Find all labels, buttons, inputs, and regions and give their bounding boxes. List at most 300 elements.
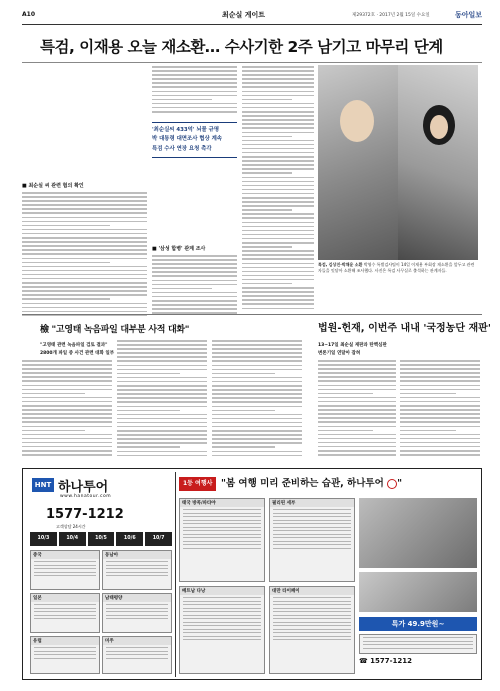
date-chip: 10/4 [59,532,86,546]
text-line [152,263,237,265]
text-line [22,421,112,423]
photo-caption-body: 박영수 특별검사팀이 14일 이재용 부회장 재소환을 앞두고 관련자들을 잇달아 소환해 조사했다. 사진은 특검 사무실로 출석하는 관계자들. [318,262,475,273]
text-line [400,397,480,399]
text-line [318,413,396,415]
text-line [152,259,237,261]
brand-logo-icon: HNT [32,478,54,492]
tour-box: 동남아 [102,550,172,590]
text-line [242,250,314,252]
text-line [400,430,456,432]
text-line [242,189,314,191]
ad-photo-2 [359,572,477,612]
text-line [400,368,480,370]
story-column-1 [22,66,147,316]
pull-quote [152,118,237,162]
text-line [212,426,302,428]
date-chip: 10/5 [88,532,115,546]
story2-subhead-2: 2800개 파일 중 사건 관련 대화 일부 [40,351,115,356]
text-line [22,298,110,300]
text-line [242,82,314,84]
text-line [242,299,314,301]
text-line [400,372,480,374]
ad-main-panel [179,472,479,677]
text-line [318,409,396,411]
text-line [212,422,302,424]
package-box: 대만 타이페이 [269,586,355,674]
text-line [242,213,314,215]
text-line [242,209,292,211]
text-line [400,421,480,423]
text-line [242,230,314,232]
text-line [117,410,180,412]
text-line [22,430,85,432]
story3-subhead-2: 변론기일 연달아 잡혀 [318,351,361,356]
text-line [152,296,237,298]
text-line [242,152,314,154]
text-line [22,360,112,362]
text-line [400,401,480,403]
text-line [22,258,147,260]
date-chip: 10/6 [116,532,143,546]
text-line [22,303,147,305]
text-line [152,74,237,76]
text-line [400,360,480,362]
text-line [212,401,302,403]
text-line [318,393,373,395]
text-line [22,413,112,415]
text-line [242,95,314,97]
text-line [22,200,147,202]
text-line [318,454,396,456]
header-rule [22,24,482,25]
text-line [22,196,147,198]
text-line [242,172,292,174]
text-line [242,115,314,117]
text-line [318,368,396,370]
text-line [22,426,112,428]
pull-quote-line-2: 박 대통령 대면조사 협상 계속 [152,136,222,143]
text-line [22,311,147,313]
text-line [152,70,237,72]
tour-box: 남태평양 [102,593,172,633]
text-line [242,287,314,289]
text-line [242,144,314,146]
text-line [22,401,112,403]
text-line [22,438,112,440]
section-title: 최순실 게이트 [222,11,266,19]
text-line [117,373,180,375]
pull-quote-line-3: 특검 수사 연장 요청 촉각 [152,145,212,152]
text-line [152,82,237,84]
text-line [400,385,480,387]
text-line [318,385,396,387]
ad-slogan [221,475,402,489]
story2-headline: 檢 "고영태 녹음파일 대부분 사적 대화" [40,325,190,335]
ad-brand-name: 하나투어 [58,480,109,495]
text-line [117,401,207,403]
text-line [152,107,237,109]
text-line [22,290,147,292]
photo-caption [318,262,478,274]
story2-column-2 [117,340,207,460]
text-line [212,397,302,399]
text-line [318,397,396,399]
text-line [117,455,207,457]
text-line [22,417,112,419]
text-line [242,177,314,179]
text-line [242,295,314,297]
text-line [242,132,314,134]
text-line [22,385,112,387]
text-line [242,234,314,236]
text-line [400,413,480,415]
text-line [242,168,314,170]
story-subhead: ■ 최순실 씨 관련 혐의 확인 [22,183,84,189]
story2-column-1 [22,360,112,460]
text-line [242,283,292,285]
text-line [22,278,147,280]
text-line [212,406,302,408]
text-line [22,221,147,223]
text-line [212,381,302,383]
text-line [22,245,147,247]
text-line [212,373,275,375]
text-line [117,426,207,428]
text-line [152,280,237,282]
text-line [22,237,147,239]
text-line [212,410,275,412]
text-line [22,442,112,444]
text-line [22,208,147,210]
text-line [242,119,314,121]
photo-left [318,65,398,260]
text-line [242,136,292,138]
text-line [212,418,302,420]
text-line [242,107,314,109]
text-line [212,430,302,432]
text-line [152,95,237,97]
text-line [242,201,314,203]
text-line [22,372,112,374]
text-line [152,66,237,68]
text-line [117,381,207,383]
text-line [117,365,207,367]
text-line [400,426,480,428]
text-line [22,368,112,370]
text-line [22,192,147,194]
story3-column-2 [400,360,480,460]
story-divider [22,314,482,315]
ad-brand-panel [26,472,176,677]
text-line [117,352,207,354]
text-line [318,372,396,374]
text-line [212,389,302,391]
text-line [22,217,147,219]
text-line [117,430,207,432]
text-line [318,442,396,444]
text-line [117,442,207,444]
circle-logo-icon [387,479,397,489]
text-line [22,389,112,391]
text-line [117,422,207,424]
ad-price: 특가 49.9만원~ [359,617,477,631]
text-line [242,123,314,125]
date-chip: 10/7 [145,532,172,546]
ad-slogan-end: " [397,478,403,489]
text-line [212,360,302,362]
text-line [152,267,237,269]
text-line [242,127,314,129]
ad-url: www.hanatour.com [60,494,112,499]
text-line [22,450,112,452]
text-line [117,356,207,358]
text-line [242,222,314,224]
text-line [22,270,147,272]
text-line [242,148,314,150]
package-box: 태국 방콕/파타야 [179,498,265,582]
text-line [212,352,302,354]
text-line [242,279,314,281]
text-line [212,369,302,371]
issue-date: 제29372호 · 2017년 2월 15일 수요일 [352,13,430,18]
text-line [212,365,302,367]
package-box: 베트남 다낭 [179,586,265,674]
text-line [22,364,112,366]
text-line [242,111,314,113]
text-line [242,275,314,277]
package-box: 필리핀 세부 [269,498,355,582]
text-line [400,438,480,440]
text-line [117,344,207,346]
text-line [152,308,237,310]
text-line [400,417,480,419]
text-line [22,380,112,382]
text-line [212,442,302,444]
text-line [242,86,314,88]
text-line [318,401,396,403]
text-line [400,389,480,391]
text-line [152,292,237,294]
text-line [117,397,207,399]
text-line [152,271,237,273]
ad-photo [359,498,477,568]
text-line [152,78,237,80]
text-line [22,405,112,407]
text-line [22,434,112,436]
text-line [212,451,302,453]
text-line [22,229,147,231]
text-line [152,300,237,302]
text-line [22,204,147,206]
text-line [22,446,112,448]
text-line [400,380,480,382]
text-line [400,364,480,366]
text-line [242,258,314,260]
text-line [318,450,396,452]
photo-caption-title: 특검, 김상진·박채윤 소환 [318,262,363,267]
text-line [212,344,302,346]
tour-box: 미주 [102,636,172,674]
story-column-2b [152,165,237,315]
story-subhead-2: ■ '삼성 합병' 관계 조사 [152,246,206,252]
text-line [242,238,314,240]
text-line [318,376,396,378]
text-line [400,409,480,411]
story3-headline: 법원-헌재, 이번주 내내 '국정농단 재판' [318,323,491,334]
text-line [318,434,396,436]
text-line [242,242,314,244]
text-line [242,91,314,93]
text-line [400,446,480,448]
text-line [318,405,396,407]
text-line [242,303,314,305]
story3-subhead: 13~17일 최순실 재판과 탄핵심판 [318,343,387,348]
text-line [318,364,396,366]
text-line [212,348,302,350]
text-line [22,376,112,378]
story2-column-3 [212,340,302,460]
story2-subhead: "고영태 관련 녹음파일 검토 결과" [40,343,108,348]
text-line [400,454,480,456]
text-line [242,181,314,183]
travel-advertisement [22,468,482,680]
text-line [22,212,147,214]
text-line [117,438,207,440]
text-line [242,74,314,76]
text-line [318,380,396,382]
text-line [22,274,147,276]
text-line [22,454,112,456]
text-line [117,406,207,408]
text-line [22,282,147,284]
text-line [212,393,302,395]
text-line [212,438,302,440]
text-line [152,304,237,306]
page-header [22,10,482,22]
text-line [318,417,396,419]
text-line [22,294,147,296]
text-line [242,226,314,228]
text-line [22,225,110,227]
text-line [152,275,237,277]
text-line [242,246,292,248]
text-line [242,197,314,199]
text-line [22,397,112,399]
text-line [318,446,396,448]
text-line [117,418,207,420]
ad-phone-note: 고객상담 24시간 [56,524,86,529]
text-line [242,217,314,219]
text-line [117,369,207,371]
newspaper-logo: 동아일보 [454,11,482,19]
text-line [152,99,212,101]
text-line [22,266,147,268]
text-line [212,356,302,358]
text-line [22,307,147,309]
text-line [318,426,396,428]
text-line [212,414,302,416]
text-line [318,360,396,362]
text-line [117,389,207,391]
text-line [242,70,314,72]
text-line [242,271,314,273]
text-line [212,377,302,379]
text-line [117,393,207,395]
text-line [22,241,147,243]
text-line [400,434,480,436]
text-line [117,377,207,379]
text-line [242,185,314,187]
text-line [242,193,314,195]
text-line [152,91,237,93]
text-line [22,409,112,411]
ad-slogan-text: "봄 여행 미리 준비하는 습관, 하나투어 [221,478,388,489]
ad-phone-2: ☎ 1577-1212 [359,657,413,665]
pull-quote-line-1: '최순실씨 433억' 뇌물 규명 [152,127,220,133]
text-line [117,360,207,362]
text-line [242,66,314,68]
text-line [152,111,237,113]
ad-phone: 1577-1212 [46,507,124,522]
text-line [242,103,314,105]
tour-box: 유럽 [30,636,100,674]
text-line [400,405,480,407]
photo-right [398,65,478,260]
text-line [318,438,396,440]
story3-column-1 [318,360,396,460]
text-line [22,233,147,235]
page-number: A10 [22,11,35,18]
text-line [242,156,314,158]
tour-box: 중국 [30,550,100,590]
text-line [212,434,302,436]
text-line [242,263,314,265]
text-line [242,160,314,162]
date-chip: 10/3 [30,532,57,546]
text-line [212,446,275,448]
ad-slogan-row [179,475,479,495]
text-line [400,393,456,395]
text-line [117,348,207,350]
main-headline: 특검, 이재용 오늘 재소환… 수사기한 2주 남기고 마무리 단계 [40,38,443,56]
text-line [22,393,85,395]
text-line [242,308,314,310]
text-line [117,414,207,416]
text-line [242,291,314,293]
text-line [152,288,212,290]
text-line [117,451,207,453]
text-line [242,164,314,166]
text-line [242,254,314,256]
text-line [152,255,237,257]
text-line [242,140,314,142]
text-line [242,99,292,101]
text-line [242,267,314,269]
text-line [152,86,237,88]
headline-rule [22,62,482,63]
text-line [318,430,373,432]
departure-dates [30,532,172,546]
text-line [318,421,396,423]
text-line [22,253,147,255]
story-column-3 [242,66,314,316]
tour-box: 일본 [30,593,100,633]
text-line [400,442,480,444]
text-line [117,434,207,436]
text-line [117,446,180,448]
text-line [242,205,314,207]
text-line [22,249,147,251]
